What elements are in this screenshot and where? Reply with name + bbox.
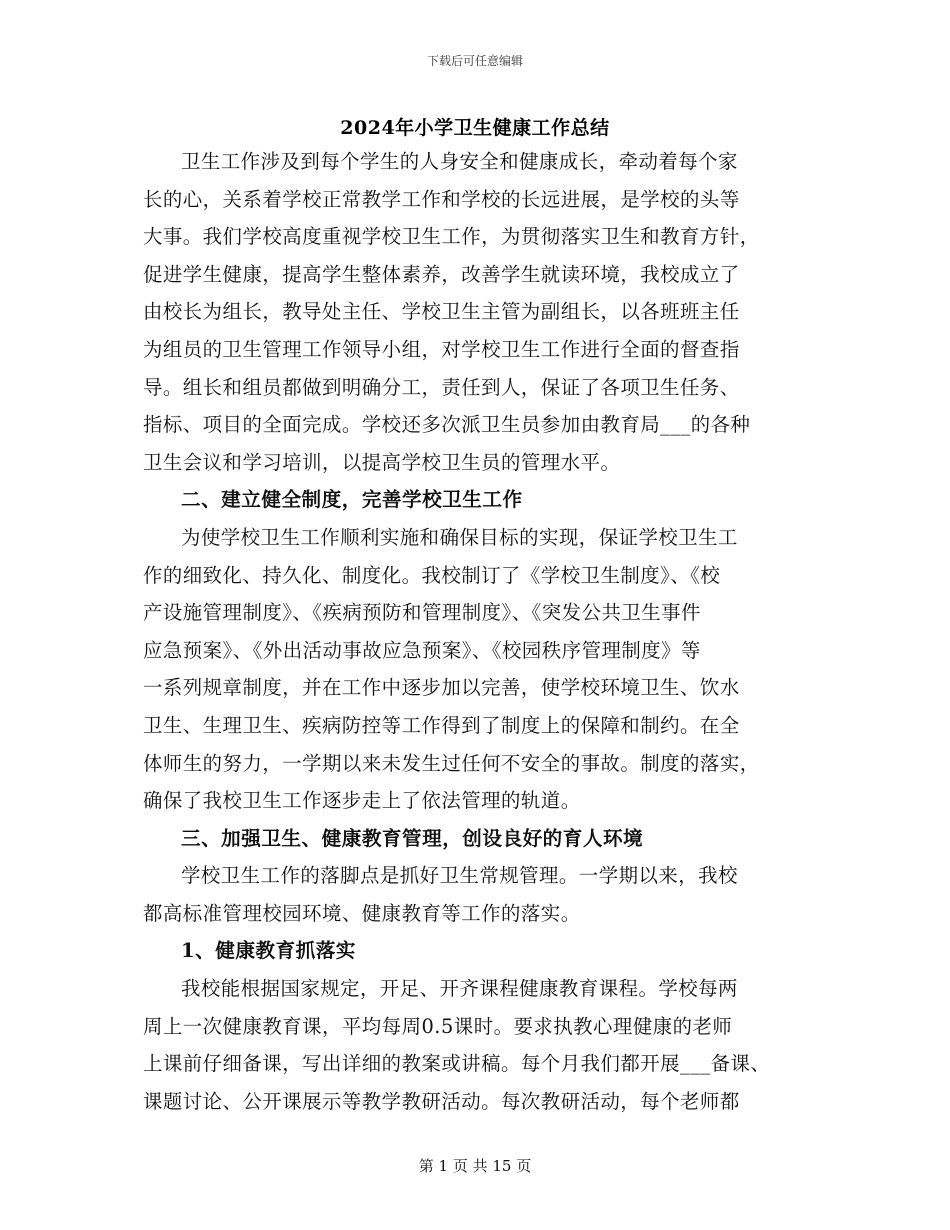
- paragraph-line: 学校卫生工作的落脚点是抓好卫生常规管理。一学期以来，我校: [181, 864, 738, 888]
- paragraph-line: 长的心，关系着学校正常教学工作和学校的长远进展，是学校的头等: [143, 187, 740, 211]
- paragraph-line: 课题讨论、公开课展示等教学教研活动。每次教研活动，每个老师都: [143, 1089, 740, 1113]
- header-note: 下载后可任意编辑: [426, 54, 523, 68]
- paragraph-line: 产设施管理制度》、《疾病预防和管理制度》、《突发公共卫生事件: [143, 601, 701, 625]
- paragraph-line: 体师生的努力，一学期以来未发生过任何不安全的事故。制度的落实，: [143, 751, 760, 775]
- section-heading: 三、加强卫生、健康教育管理，创设良好的育人环境: [181, 826, 644, 850]
- section-heading: 二、建立健全制度，完善学校卫生工作: [181, 488, 523, 512]
- page-footer: 第 1 页 共 15 页: [418, 1157, 532, 1175]
- paragraph-line: 我校能根据国家规定，开足、开齐课程健康教育课程。学校每两: [181, 977, 738, 1001]
- document-title: 2024年小学卫生健康工作总结: [340, 117, 610, 139]
- paragraph-line: 卫生、生理卫生、疾病防控等工作得到了制度上的保障和制约。在全: [143, 713, 740, 737]
- paragraph-line: 上课前仔细备课，写出详细的教案或讲稿。每个月我们都开展___备课、: [143, 1052, 771, 1076]
- paragraph-line: 卫生工作涉及到每个学生的人身安全和健康成长，牵动着每个家: [181, 150, 738, 173]
- paragraph-line: 为使学校卫生工作顺利实施和确保目标的实现，保证学校卫生工: [181, 525, 738, 549]
- paragraph-line: 为组员的卫生管理工作领导小组，对学校卫生工作进行全面的督查指: [143, 337, 740, 361]
- document-body: [143, 143, 807, 1120]
- paragraph-line: 确保了我校卫生工作逐步走上了依法管理的轨道。: [143, 789, 581, 813]
- section-heading: 1、健康教育抓落实: [181, 939, 356, 963]
- paragraph-line: 应急预案》、《外出活动事故应急预案》、《校园秩序管理制度》等: [143, 638, 701, 662]
- paragraph-line: 作的细致化、持久化、制度化。我校制订了《学校卫生制度》、《校: [143, 563, 721, 587]
- paragraph-line: 促进学生健康，提高学生整体素养，改善学生就读环境，我校成立了: [143, 262, 740, 286]
- paragraph-line: 指标、项目的全面完成。学校还多次派卫生员参加由教育局___的各种: [143, 413, 751, 437]
- paragraph-line: 都高标准管理校园环境、健康教育等工作的落实。: [143, 901, 581, 925]
- paragraph-line: 导。组长和组员都做到明确分工，责任到人，保证了各项卫生任务、: [143, 375, 740, 399]
- paragraph-line: 一系列规章制度，并在工作中逐步加以完善，使学校环境卫生、饮水: [143, 676, 740, 700]
- paragraph-line: 周上一次健康教育课，平均每周0.5课时。要求执教心理健康的老师: [143, 1014, 733, 1038]
- paragraph-line: 卫生会议和学习培训，以提高学校卫生员的管理水平。: [143, 450, 621, 474]
- paragraph-line: 由校长为组长，教导处主任、学校卫生主管为副组长，以各班班主任: [143, 300, 740, 324]
- paragraph-line: 大事。我们学校高度重视学校卫生工作，为贯彻落实卫生和教育方针，: [143, 225, 760, 249]
